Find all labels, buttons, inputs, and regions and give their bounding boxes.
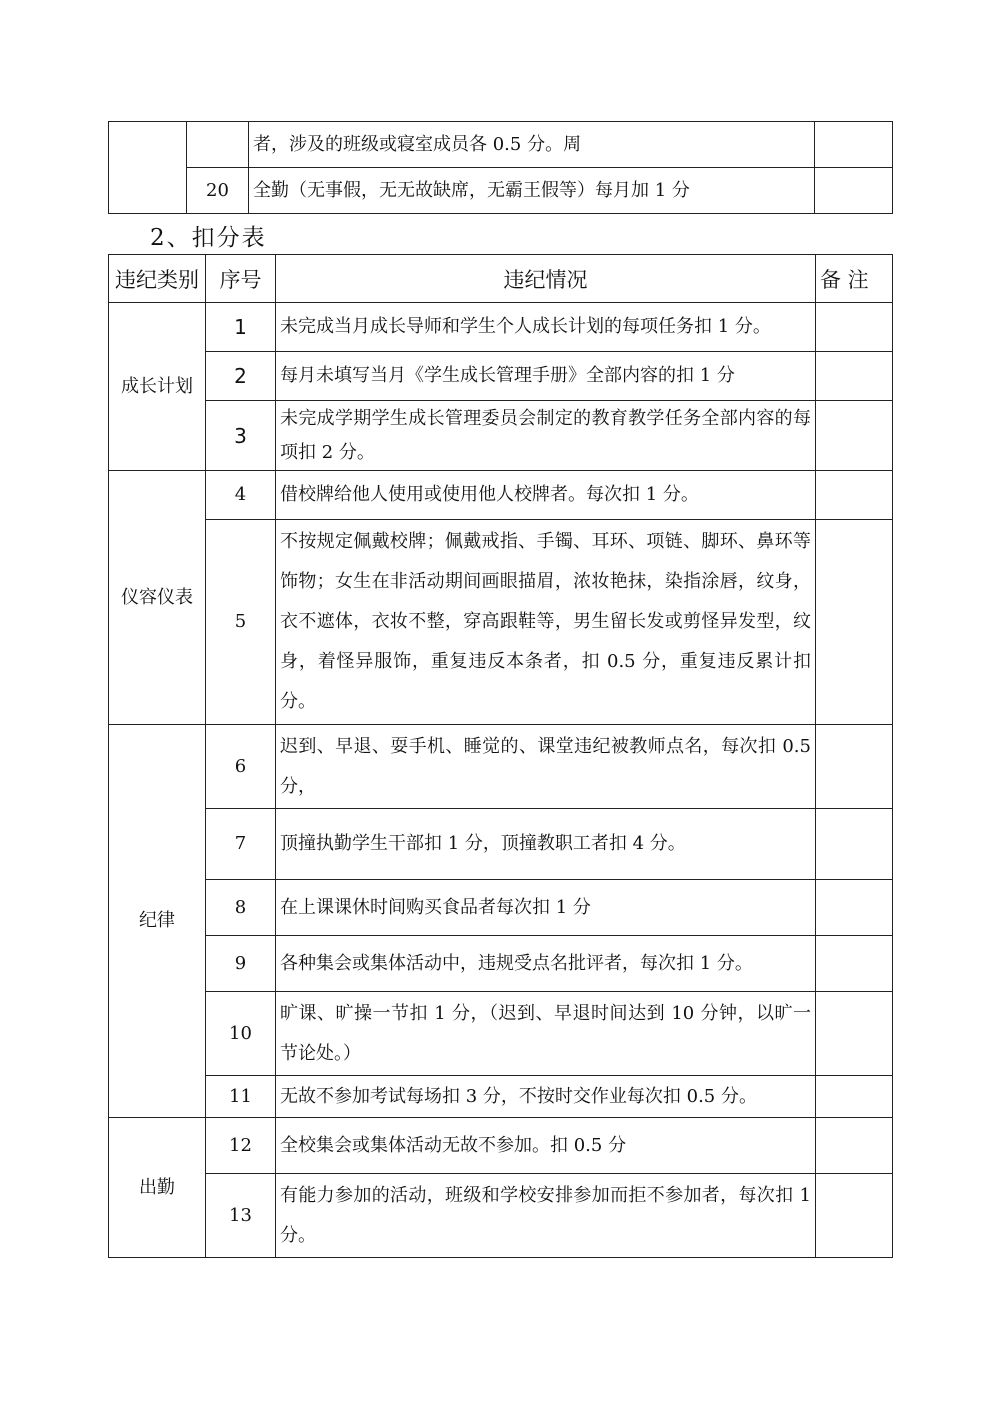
remark-cell [815, 122, 893, 168]
category-cell: 出勤 [109, 1118, 206, 1258]
header-category: 违纪类别 [109, 255, 206, 303]
row-description: 迟到、早退、耍手机、睡觉的、课堂违纪被教师点名，每次扣 0.5 分， [276, 725, 816, 809]
row-number: 11 [206, 1076, 276, 1118]
table-row [109, 352, 893, 401]
remark-cell [816, 401, 893, 471]
row-description: 者，涉及的班级或寝室成员各 0.5 分。周 [249, 122, 815, 168]
table-row [109, 1076, 893, 1118]
row-description: 无故不参加考试每场扣 3 分，不按时交作业每次扣 0.5 分。 [276, 1076, 816, 1118]
row-number: 12 [206, 1118, 276, 1174]
row-number: 5 [206, 520, 276, 725]
remark-cell [816, 809, 893, 880]
row-description: 未完成当月成长导师和学生个人成长计划的每项任务扣 1 分。 [276, 303, 816, 352]
table-row [109, 1174, 893, 1258]
remark-cell [816, 1118, 893, 1174]
row-description: 未完成学期学生成长管理委员会制定的教育教学任务全部内容的每项扣 2 分。 [276, 401, 816, 471]
table-row [109, 1118, 893, 1174]
row-description: 各种集会或集体活动中，违规受点名批评者，每次扣 1 分。 [276, 936, 816, 992]
row-description: 顶撞执勤学生干部扣 1 分，顶撞教职工者扣 4 分。 [276, 809, 816, 880]
row-number: 20 [187, 168, 249, 214]
category-cell: 纪律 [109, 725, 206, 1118]
row-description: 旷课、旷操一节扣 1 分，（迟到、早退时间达到 10 分钟，以旷一节论处。） [276, 992, 816, 1076]
row-number [187, 122, 249, 168]
table-row [109, 168, 893, 214]
header-row [109, 255, 893, 303]
header-number: 序号 [206, 255, 276, 303]
remark-cell [816, 1174, 893, 1258]
row-description: 不按规定佩戴校牌；佩戴戒指、手镯、耳环、项链、脚环、鼻环等饰物；女生在非活动期间画眼描眉，浓妆艳抹，染指涂唇，纹身，衣不遮体，衣妆不整，穿高跟鞋等，男生留长发或剪怪异发型，纹身，着怪异服饰，重复违反本条者，扣 0.5 分，重复违反累计扣分。 [276, 520, 816, 725]
category-cell: 成长计划 [109, 303, 206, 471]
table-row [109, 880, 893, 936]
row-number: 1 [206, 303, 276, 352]
row-number: 9 [206, 936, 276, 992]
row-number: 7 [206, 809, 276, 880]
category-cell [109, 122, 187, 214]
row-number: 8 [206, 880, 276, 936]
table-row [109, 725, 893, 809]
row-number: 4 [206, 471, 276, 520]
table-row [109, 122, 893, 168]
category-cell: 仪容仪表 [109, 471, 206, 725]
deduction-table [108, 254, 893, 1258]
row-number: 6 [206, 725, 276, 809]
table-row [109, 471, 893, 520]
remark-cell [816, 1076, 893, 1118]
continuation-table [108, 121, 893, 214]
remark-cell [816, 520, 893, 725]
header-remark: 备 注 [816, 255, 893, 303]
remark-cell [816, 880, 893, 936]
table-row [109, 809, 893, 880]
row-description: 全勤（无事假，无无故缺席，无霸王假等）每月加 1 分 [249, 168, 815, 214]
table-row [109, 303, 893, 352]
header-situation: 违纪情况 [276, 255, 816, 303]
remark-cell [816, 303, 893, 352]
row-number: 10 [206, 992, 276, 1076]
remark-cell [816, 352, 893, 401]
remark-cell [816, 471, 893, 520]
table-row [109, 520, 893, 725]
remark-cell [815, 168, 893, 214]
row-number: 2 [206, 352, 276, 401]
row-description: 每月未填写当月《学生成长管理手册》全部内容的扣 1 分 [276, 352, 816, 401]
row-number: 13 [206, 1174, 276, 1258]
table-row [109, 936, 893, 992]
remark-cell [816, 992, 893, 1076]
table-row [109, 992, 893, 1076]
row-description: 借校牌给他人使用或使用他人校牌者。每次扣 1 分。 [276, 471, 816, 520]
remark-cell [816, 725, 893, 809]
section-title: 2、扣分表 [150, 225, 267, 251]
row-number: 3 [206, 401, 276, 471]
table-row [109, 401, 893, 471]
row-description: 在上课课休时间购买食品者每次扣 1 分 [276, 880, 816, 936]
row-description: 有能力参加的活动，班级和学校安排参加而拒不参加者，每次扣 1 分。 [276, 1174, 816, 1258]
remark-cell [816, 936, 893, 992]
row-description: 全校集会或集体活动无故不参加。扣 0.5 分 [276, 1118, 816, 1174]
